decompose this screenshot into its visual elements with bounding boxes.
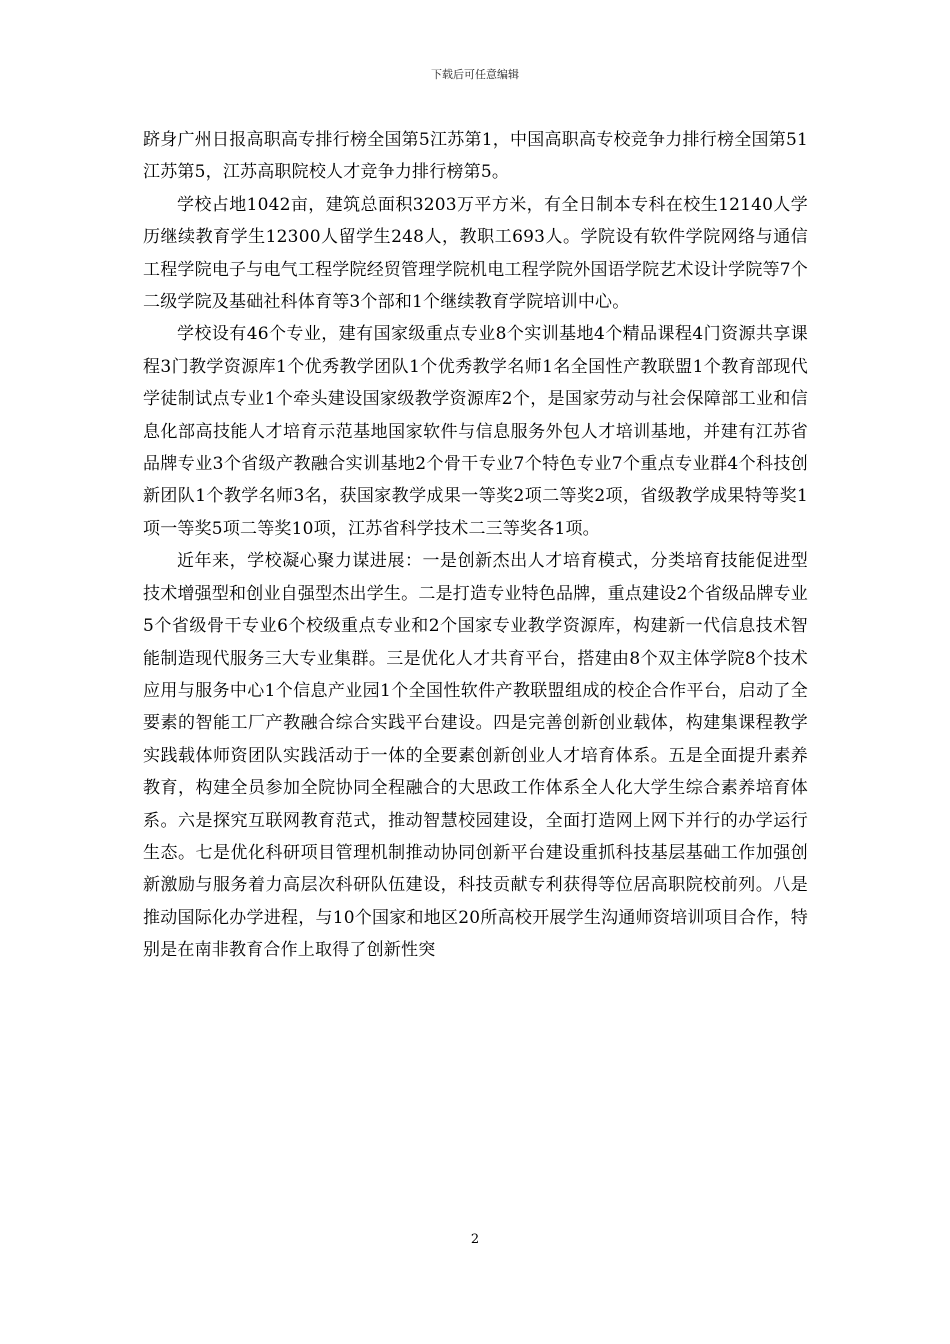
paragraph-continued: 跻身广州日报高职高专排行榜全国第5江苏第1，中国高职高专校竞争力排行榜全国第51江苏第5，江苏高职院校人才竞争力排行榜第5。 xyxy=(143,130,808,183)
page-header: 下载后可任意编辑 xyxy=(431,68,519,81)
paragraph-campus-overview: 学校占地1042亩，建筑总面积3203万平方米，有全日制本专科在校生12140人学历继续教育学生12300人留学生248人，教职工693人。学院设有软件学院网络与通信工程学院电子与电气工程学院经贸管理学院机电工程学院外国语学院艺术设计学院等7个二级学院及基础社科体育等3个部和1个继续教育学院培训中心。 xyxy=(143,194,808,313)
page-number: 2 xyxy=(470,1232,480,1247)
document-body xyxy=(143,124,808,967)
paragraph-development: 近年来，学校凝心聚力谋进展：一是创新杰出人才培育模式，分类培育技能促进型技术增强型和创业自强型杰出学生。二是打造专业特色品牌，重点建设2个省级品牌专业5个省级骨干专业6个校级重点专业和2个国家专业教学资源库，构建新一代信息技术智能制造现代服务三大专业集群。三是优化人才共育平台，搭建由8个双主体学院8个技术应用与服务中心1个信息产业园1个全国性软件产教联盟组成的校企合作平台，启动了全要素的智能工厂产教融合综合实践平台建设。四是完善创新创业载体，构建集课程教学实践载体师资团队实践活动于一体的全要素创新创业人才培育体系。五是全面提升素养教育，构建全员参加全院协同全程融合的大思政工作体系全人化大学生综合素养培育体系。六是探究互联网教育范式，推动智慧校园建设，全面打造网上网下并行的办学运行生态。七是优化科研项目管理机制推动协同创新平台建设重抓科技基层基础工作加强创新激励与服务着力高层次科研队伍建设，科技贡献专利获得等位居高职院校前列。八是推动国际化办学进程，与10个国家和地区20所高校开展学生沟通师资培训项目合作，特别是在南非教育合作上取得了创新性突 xyxy=(143,551,808,961)
paragraph-majors: 学校设有46个专业，建有国家级重点专业8个实训基地4个精品课程4门资源共享课程3门教学资源库1个优秀教学团队1个优秀教学名师1名全国性产教联盟1个教育部现代学徒制试点专业1个牵头建设国家级教学资源库2个，是国家劳动与社会保障部工业和信息化部高技能人才培育示范基地国家软件与信息服务外包人才培训基地，并建有江苏省品牌专业3个省级产教融合实训基地2个骨干专业7个特色专业7个重点专业群4个科技创新团队1个教学名师3名，获国家教学成果一等奖2项二等奖2项，省级教学成果特等奖1项一等奖5项二等奖10项，江苏省科学技术二三等奖各1项。 xyxy=(143,324,808,539)
